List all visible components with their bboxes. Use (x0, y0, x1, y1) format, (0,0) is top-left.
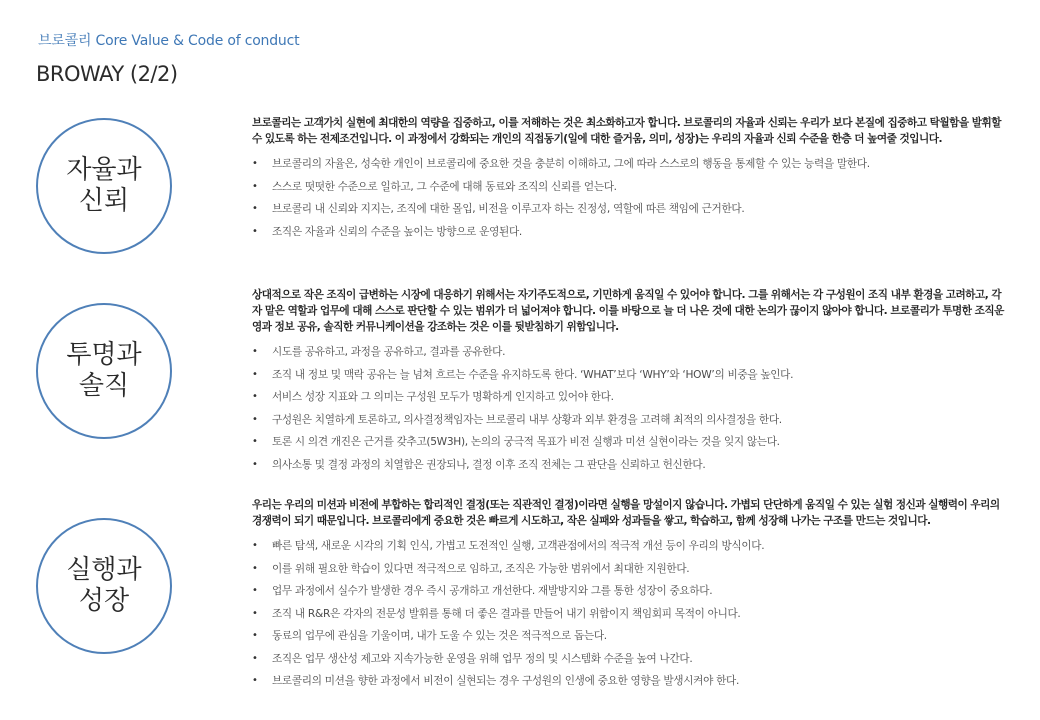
section-intro: 상대적으로 작은 조직이 급변하는 시장에 대응하기 위해서는 자기주도적으로, 기민하게 움직일 수 있어야 합니다. 그를 위해서는 각 구성원이 조직 내부 환경을 고려하고, 각자 맡은 역할과 업무에 대해 스스로 판단할 수 있는 범위가 더 넓어져야 합니다. 이를 바탕으로 늘 더 나은 것에 대한 논의가 끊이지 않아야 합니다. 브로콜리가 투명한 조직운영과 정보 공유, 솔직한 커뮤니케이션을 강조하는 것은 이를 뒷받침하기 위함입니다. (252, 289, 1004, 333)
list-item: • 서비스 성장 지표와 그 의미는 구성원 모두가 명확하게 인지하고 있어야 한다. (252, 386, 1004, 409)
list-item: • 의사소통 및 결정 과정의 치열함은 권장되나, 결정 이후 조직 전체는 그 판단을 신뢰하고 헌신한다. (252, 454, 1004, 477)
section-intro: 브로콜리는 고객가치 실현에 최대한의 역량을 집중하고, 이를 저해하는 것은 최소화하고자 합니다. 브로콜리의 자율과 신뢰는 우리가 보다 본질에 집중하고 탁월함을 발휘할 수 있도록 하는 전제조건입니다. 이 과정에서 강화되는 개인의 직접동기(일에 대한 즐거움, 의미, 성장)는 우리의 자율과 신뢰 수준을 한층 더 높여줄 것입니다. (252, 117, 1001, 145)
bullet-icon: • (252, 368, 258, 380)
list-item: • 브로콜리의 자율은, 성숙한 개인이 브로콜리에 중요한 것을 충분히 이해하고, 그에 따라 스스로의 행동을 통제할 수 있는 능력을 말한다. (252, 153, 1004, 176)
section-circle-execution-growth (36, 518, 172, 654)
list-item: • 브로콜리의 미션을 향한 과정에서 비전이 실현되는 경우 구성원의 인생에 중요한 영향을 발생시켜야 한다. (252, 670, 1004, 693)
bullet-icon: • (252, 630, 258, 641)
list-item: • 시도를 공유하고, 과정을 공유하고, 결과를 공유한다. (252, 341, 1004, 364)
list-item: • 구성원은 치열하게 토론하고, 의사결정책임자는 브로콜리 내부 상황과 외부 환경을 고려해 최적의 의사결정을 한다. (252, 409, 1004, 432)
section-execution-growth (252, 497, 1004, 693)
bullet-icon: • (252, 225, 258, 237)
section-circle-transparency-honesty (36, 303, 172, 439)
list-item: • 조직은 업무 생산성 제고와 지속가능한 운영을 위해 업무 정의 및 시스템화 수준을 높여 나간다. (252, 648, 1004, 671)
list-item: • 스스로 떳떳한 수준으로 일하고, 그 수준에 대해 동료와 조직의 신뢰를 얻는다. (252, 176, 1004, 199)
bullet-icon: • (252, 585, 258, 596)
list-item: • 토론 시 의견 개진은 근거를 갖추고(5W3H), 논의의 궁극적 목표가 비전 실행과 미션 실현이라는 것을 잊지 않는다. (252, 431, 1004, 454)
bullet-icon: • (252, 180, 258, 192)
list-item: • 업무 과정에서 실수가 발생한 경우 즉시 공개하고 개선한다. 재발방지와 그를 통한 성장이 중요하다. (252, 580, 1004, 603)
bullet-icon: • (252, 158, 258, 169)
section-autonomy-trust (252, 115, 1004, 243)
list-item: • 조직 내 정보 및 맥락 공유는 늘 넘쳐 흐르는 수준을 유지하도록 한다. ‘WHAT’보다 ‘WHY’와 ‘HOW’의 비중을 높인다. (252, 364, 1004, 387)
section-label: 실행과 성장 (66, 555, 142, 616)
bullet-icon: • (252, 458, 258, 470)
bullet-icon: • (252, 203, 258, 214)
list-item: • 브로콜리 내 신뢰와 지지는, 조직에 대한 몰입, 비전을 이루고자 하는 진정성, 역할에 따른 책임에 근거한다. (252, 198, 1004, 221)
bullet-icon: • (252, 346, 258, 357)
bullet-icon: • (252, 562, 258, 574)
section-label: 투명과 솔직 (66, 340, 142, 401)
list-item: • 조직은 자율과 신뢰의 수준을 높이는 방향으로 운영된다. (252, 221, 1004, 244)
bullet-icon: • (252, 540, 258, 551)
bullet-icon: • (252, 675, 258, 686)
bullet-icon: • (252, 391, 258, 402)
page-subtitle: 브로콜리 Core Value & Code of conduct (38, 33, 300, 49)
bullet-list (252, 153, 1004, 243)
list-item: • 조직 내 R&R은 각자의 전문성 발휘를 통해 더 좋은 결과를 만들어 내기 위함이지 책임회피 목적이 아니다. (252, 603, 1004, 626)
list-item: • 이를 위해 필요한 학습이 있다면 적극적으로 임하고, 조직은 가능한 범위에서 최대한 지원한다. (252, 558, 1004, 581)
bullet-icon: • (252, 607, 258, 619)
bullet-list (252, 535, 1004, 693)
section-intro: 우리는 우리의 미션과 비전에 부합하는 합리적인 결정(또는 직관적인 결정)이라면 실행을 망설이지 않습니다. 가볍되 단단하게 움직일 수 있는 실험 정신과 실행력이 우리의 경쟁력이 되기 때문입니다. 브로콜리에게 중요한 것은 빠르게 시도하고, 작은 실패와 성과들을 쌓고, 학습하고, 함께 성장해 나가는 구조를 만드는 것입니다. (252, 499, 1000, 527)
section-label: 자율과 신뢰 (66, 155, 142, 216)
bullet-icon: • (252, 413, 258, 425)
list-item: • 동료의 업무에 관심을 기울이며, 내가 도울 수 있는 것은 적극적으로 돕는다. (252, 625, 1004, 648)
section-circle-autonomy-trust (36, 118, 172, 254)
list-item: • 빠른 탐색, 새로운 시각의 기획 인식, 가볍고 도전적인 실행, 고객관점에서의 적극적 개선 등이 우리의 방식이다. (252, 535, 1004, 558)
page-title: BROWAY (2/2) (36, 62, 178, 86)
section-transparency-honesty (252, 287, 1004, 476)
bullet-icon: • (252, 436, 258, 447)
bullet-icon: • (252, 652, 258, 664)
bullet-list (252, 341, 1004, 476)
